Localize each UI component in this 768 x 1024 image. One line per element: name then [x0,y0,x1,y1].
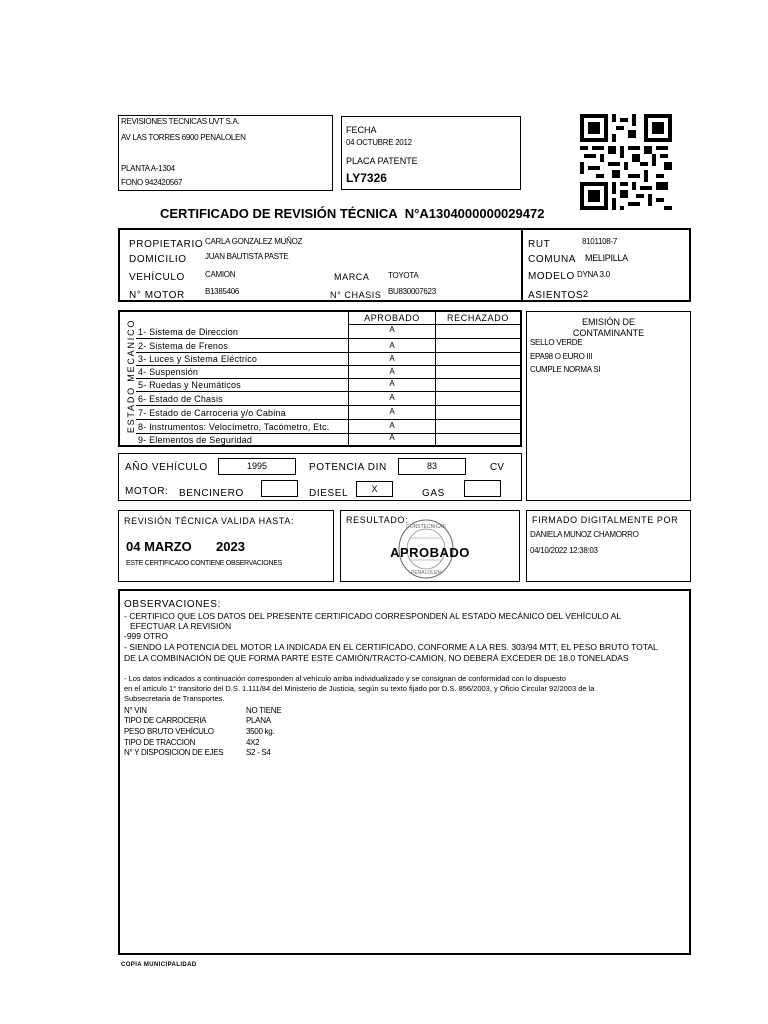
company-phone: FONO 942420567 [121,178,183,187]
emission-line-2: EPA98 O EURO III [530,352,593,361]
inspection-item-label: 3- Luces y Sistema Eléctrico [138,354,258,364]
observation-line: -999 OTRO [124,631,168,641]
company-box [118,115,333,191]
anio-field: 1995 [218,458,296,475]
validity-note: ESTE CERTIFICADO CONTIENE OBSERVACIONES [126,560,282,567]
row-rule [136,365,521,366]
observation-line: Subsecretaria de Transportes. [124,694,225,703]
modelo-label: MODELO [528,271,575,282]
row-rule [136,338,521,339]
row-rule [136,419,521,420]
certificate-title: CERTIFICADO DE REVISIÓN TÉCNICA [160,206,398,221]
observations-title: OBSERVACIONES: [124,599,221,610]
marca-value: TOYOTA [388,271,419,280]
certificate-number: N°A1304000000029472 [404,206,545,221]
validity-label: REVISIÓN TÉCNICA VALIDA HASTA: [124,516,295,526]
result-label: RESULTADO: [346,515,409,525]
emission-line-1: SELLO VERDE [530,338,583,347]
row-rule [136,433,521,434]
bencinero-label: BENCINERO [179,488,244,499]
potencia-label: POTENCIA DIN [309,462,387,473]
domicilio-label: DOMICILIO [129,254,187,265]
footer-note: COPIA MUNICIPALIDAD [121,962,197,968]
motor-label: N° MOTOR [129,290,185,301]
inspection-item-label: 6- Estado de Chasis [138,394,223,404]
observation-line: - Los datos indicados a continuación corresponden al vehículo arriba individualizado y se consignan de conformidad con lo dispuesto [124,674,566,683]
observation-line: EFECTUAR LA REVISIÓN [130,621,232,631]
validity-box [118,510,334,582]
rut-label: RUT [528,239,551,250]
cv-label: CV [490,462,504,473]
spec-label: N° VIN [124,706,147,715]
inspection-item-label: 1- Sistema de Direccion [138,327,239,337]
company-name: REVISIONES TECNICAS UVT S.A. [121,117,240,126]
inspection-item-value: A [389,379,395,388]
col-aprobado: APROBADO [364,313,420,323]
chasis-label: N° CHASIS [330,290,382,300]
inspection-item-label: 5- Ruedas y Neumáticos [138,380,241,390]
page-title [160,206,544,221]
col-rechazado: RECHAZADO [447,313,509,323]
vehiculo-label: VEHÍCULO [129,272,185,283]
inspection-item-value: A [389,407,395,416]
inspection-side-label: ESTADO MECANICO [126,318,136,434]
emission-line-3: CUMPLE NORMA SI [530,365,601,374]
result-value: APROBADO [390,545,470,560]
signature-label: FIRMADO DIGITALMENTE POR [532,515,679,525]
spec-label: TIPO DE TRACCION [124,738,196,747]
emission-title-2: CONTAMINANTE [572,328,645,338]
modelo-value: DYNA 3.0 [577,270,610,279]
signature-box [526,510,691,582]
inspection-item-label: 8- Instrumentos: Velocímetro, Tacómetro, Etc. [138,422,330,432]
inspection-item-value: A [389,325,395,334]
rut-value: 8101108-7 [582,237,617,246]
validity-day-month: 04 MARZO [126,539,192,554]
signature-datetime: 04/10/2022 12:38:03 [530,546,598,555]
diesel-field: X [356,481,393,497]
spec-value: 4X2 [246,738,260,747]
stamp-bottom-text: PENALOLEN [410,570,442,576]
gas-field [464,480,501,497]
emission-box [526,311,691,501]
chasis-value: BU830007623 [388,287,436,296]
asientos-value: 2 [583,289,589,299]
row-rule [136,378,521,379]
observation-line: - CERTIFICO QUE LOS DATOS DEL PRESENTE CERTIFICADO CORRESPONDEN AL ESTADO MECÁNICO DEL VEHÍCULO AL [124,611,622,621]
stamp-top-text: CONSTECNICAS [406,524,446,530]
row-rule [136,405,521,406]
motor-type-label: MOTOR: [125,486,169,497]
row-rule [136,391,521,392]
diesel-label: DIESEL [309,488,349,499]
comuna-value: MELIPILLA [585,253,628,263]
propietario-value: CARLA GONZALEZ MUÑOZ [205,237,303,246]
spec-value: NO TIENE [246,706,282,715]
motor-value: B1385406 [205,287,240,296]
inspection-item-label: 2- Sistema de Frenos [138,341,229,351]
row-rule [136,352,521,353]
company-plant: PLANTA A-1304 [121,164,175,173]
inspection-item-value: A [389,421,395,430]
spec-value: S2 - S4 [246,748,271,757]
signer-name: DANIELA MUNOZ CHAMORRO [530,530,639,539]
asientos-label: ASIENTOS [528,290,584,301]
inspection-item-label: 4- Suspensión [138,367,199,377]
inspection-item-value: A [389,341,395,350]
placa-label: PLACA PATENTE [346,156,418,166]
spec-value: PLANA [246,716,271,725]
inspection-item-value: A [389,393,395,402]
fecha-label: FECHA [346,125,377,135]
placa-value: LY7326 [346,171,387,185]
company-address: AV LAS TORRES 6900 PENALOLEN [121,133,246,142]
comuna-label: COMUNA [528,254,577,265]
inspection-item-label: 9- Elementos de Seguridad [138,435,253,445]
vehiculo-value: CAMION [205,270,236,279]
inspection-item-value: A [389,433,395,442]
spec-value: 3500 kg. [246,727,275,736]
emission-title-1: EMISIÓN DE [581,317,635,327]
potencia-field: 83 [398,458,466,475]
validity-year: 2023 [216,539,245,554]
result-box [340,510,520,582]
inspection-item-value: A [389,367,395,376]
inspection-item-label: 7- Estado de Carroceria y/o Cabina [138,408,286,418]
fecha-value: 04 OCTUBRE 2012 [346,138,412,147]
observation-line: DE LA COMBINACIÓN DE QUE FORMA PARTE ESTE CAMIÓN/TRACTO-CAMION, NO DEBERÁ EXCEDER DE 18.0 TONELADAS [124,653,629,663]
date-plate-box [341,116,521,190]
spec-label: N° Y DISPOSICION DE EJES [124,748,224,757]
domicilio-value: JUAN BAUTISTA PASTE [205,252,289,261]
marca-label: MARCA [334,272,370,282]
inspection-item-value: A [389,354,395,363]
qr-code-icon [580,114,672,210]
observation-line: en el artículo 1° transitorio del D.S. 1.111/84 del Ministerio de Justicia, según su texto fijado por D.S. 856/2003, y Oficio Circular 92/2003 de la [124,684,595,693]
gas-label: GAS [422,488,445,499]
propietario-label: PROPIETARIO [129,239,204,250]
observation-line: - SIENDO LA POTENCIA DEL MOTOR LA INDICADA EN EL CERTIFICADO, CONFORME A LA RES. 303/94 MTT, EL PESO BRUTO TOTAL [124,642,658,652]
bencinero-field [261,480,298,497]
spec-label: TIPO DE CARROCERIA [124,716,207,725]
anio-label: AÑO VEHÍCULO [125,462,208,473]
spec-label: PESO BRUTO VEHÍCULO [124,727,214,736]
